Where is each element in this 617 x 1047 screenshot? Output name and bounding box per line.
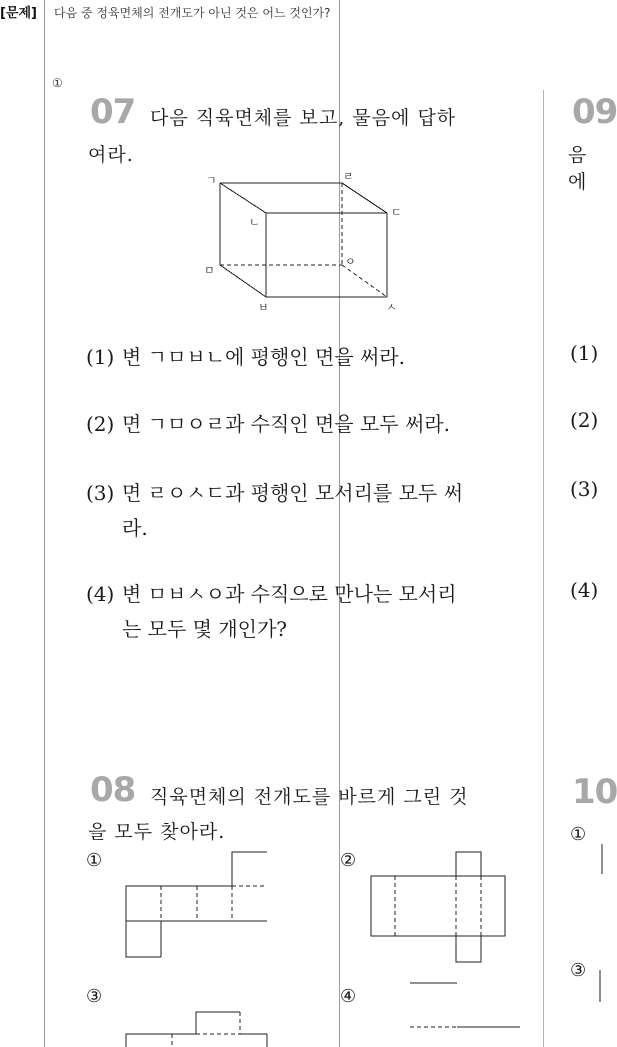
problem-10-option-label: ③ — [570, 960, 587, 981]
problem-07-prompt-line1: 다음 직육면체를 보고, 물음에 답하 — [150, 107, 457, 129]
problem-10-number: 10 — [572, 772, 617, 812]
vertex-label: ㅇ — [345, 255, 356, 268]
question-label: [문제] — [0, 6, 37, 21]
problem-07-item — [86, 408, 450, 437]
problem-09-item-number: (4) — [570, 578, 599, 602]
item-text: 변 ㄱㅁㅂㄴ에 평행인 면을 써라. — [122, 345, 405, 369]
option-2-label: ② — [340, 850, 357, 871]
item-text-continued: 라. — [122, 516, 148, 540]
question-option: ① — [52, 76, 63, 90]
vertex-label: ㅁ — [204, 264, 215, 277]
item-number: (1) — [86, 345, 115, 369]
problem-08-prompt-line1: 직육면체의 전개도를 바르게 그린 것 — [150, 786, 469, 808]
vertex-label: ㅅ — [386, 301, 397, 314]
problem-09-item-number: (2) — [570, 408, 599, 432]
item-text-continued: 는 모두 몇 개인가? — [122, 617, 288, 641]
problem-08-prompt-line2: 을 모두 찾아라. — [88, 821, 226, 843]
vertex-label: ㅂ — [258, 301, 269, 314]
problem-09-number: 09 — [572, 92, 617, 132]
problem-09-prompt-fragment: 음에 — [568, 144, 588, 193]
problem-09-item-number: (1) — [570, 341, 599, 365]
problem-08-number: 08 — [90, 770, 136, 810]
item-number: (4) — [86, 582, 115, 606]
problem-07-item — [86, 578, 457, 607]
item-text: 면 ㄹㅇㅅㄷ과 평행인 모서리를 모두 써 — [122, 481, 463, 505]
problem-07-number: 07 — [90, 92, 136, 132]
item-number: (2) — [86, 412, 115, 436]
option-1-label: ① — [86, 850, 103, 871]
item-text: 면 ㄱㅁㅇㄹ과 수직인 면을 모두 써라. — [122, 412, 450, 436]
problem-07-item — [86, 341, 405, 370]
problem-07-prompt-line2: 여라. — [88, 144, 134, 166]
item-text: 변 ㅁㅂㅅㅇ과 수직으로 만나는 모서리 — [122, 582, 457, 606]
question-text: 다음 중 정육면체의 전개도가 아닌 것은 어느 것인가? — [54, 6, 331, 20]
item-number: (3) — [86, 481, 115, 505]
problem-07-item — [86, 477, 463, 506]
problem-09-item-number: (3) — [570, 477, 599, 501]
option-4-label: ④ — [340, 986, 357, 1007]
vertex-label: ㄹ — [343, 170, 354, 183]
vertex-label: ㄴ — [249, 216, 260, 229]
cuboid-figure — [0, 0, 604, 330]
vertex-label: ㄱ — [206, 174, 217, 187]
vertex-label: ㄷ — [391, 206, 402, 219]
problem-10-option-label: ① — [570, 824, 587, 845]
nets-figure — [0, 840, 604, 1047]
option-3-label: ③ — [86, 986, 103, 1007]
